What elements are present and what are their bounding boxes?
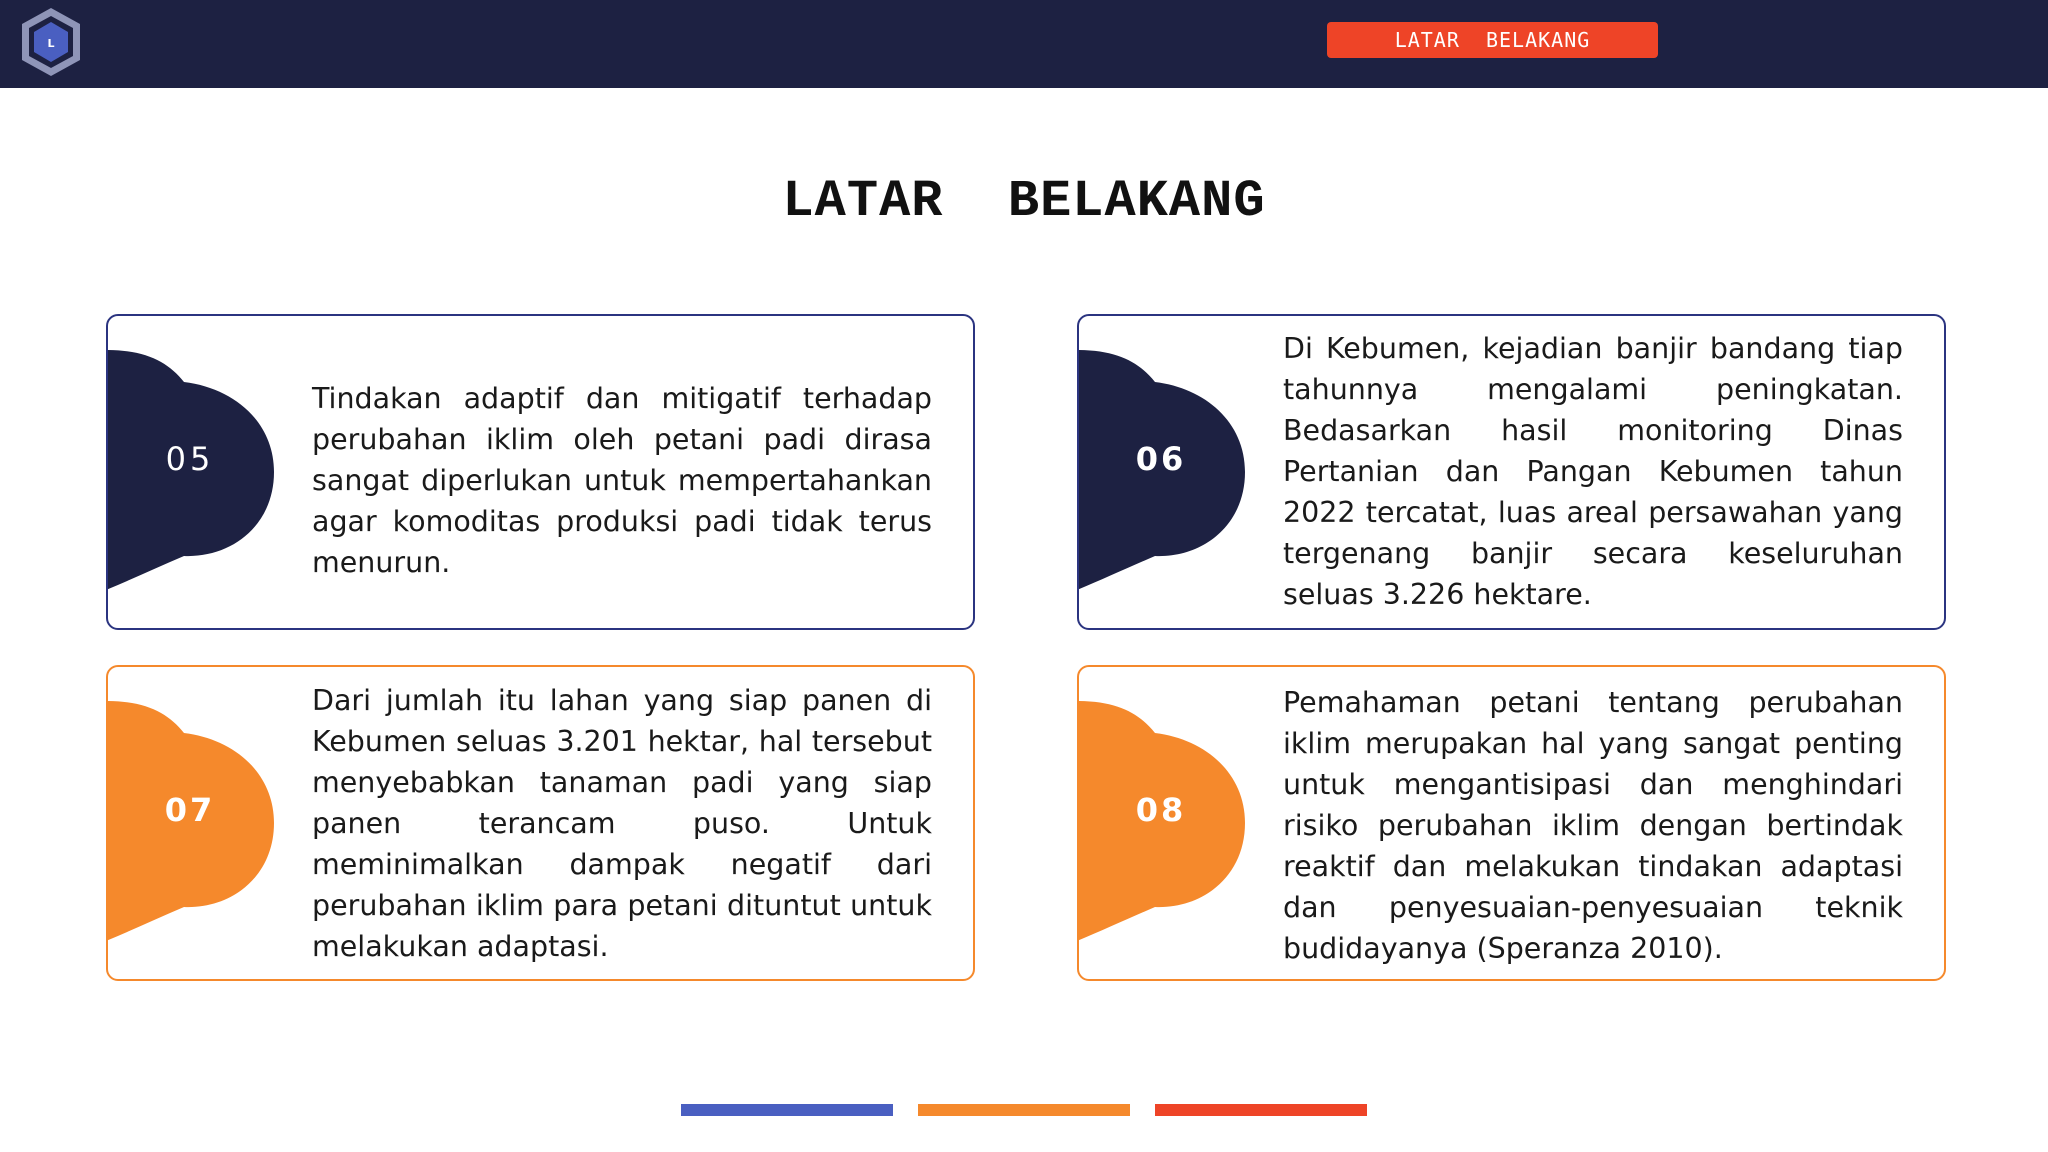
- card-number: 05: [165, 440, 215, 478]
- card-text: Di Kebumen, kejadian banjir bandang tiap tahunnya mengalami peningkatan. Bedasarkan hasil monitoring Dinas Pertanian dan Pangan Kebumen tahun 2022 tercatat, luas areal persawahan yang tergenang banjir secara keseluruhan seluas 3.226 hektare.: [1283, 332, 1903, 611]
- card-08: [1077, 665, 1946, 981]
- card-06: [1077, 314, 1946, 630]
- page-title: LATAR BELAKANG: [782, 172, 1266, 231]
- card-text: Pemahaman petani tentang perubahan iklim merupakan hal yang sangat penting untuk mengantisipasi dan menghindari risiko perubahan iklim dengan bertindak reaktif dan melakukan tindakan adaptasi dan penyesuaian-penyesuaian teknik budidayanya (Speranza 2010).: [1283, 686, 1903, 965]
- card-number: 06: [1135, 440, 1187, 478]
- card-text: Tindakan adaptif dan mitigatif terhadap perubahan iklim oleh petani padi dirasa sangat diperlukan untuk mempertahankan agar komoditas produksi padi tidak terus menurun.: [312, 382, 932, 579]
- logo-letter: L: [47, 37, 55, 50]
- card-05: [106, 314, 975, 630]
- orange-stripe: [918, 1104, 1130, 1116]
- card-text: Dari jumlah itu lahan yang siap panen di Kebumen seluas 3.201 hektar, hal tersebut menyebabkan tanaman padi yang siap panen terancam puso. Untuk meminimalkan dampak negatif dari perubahan iklim para petani dituntut untuk melakukan adaptasi.: [312, 684, 932, 963]
- card-number: 07: [164, 791, 216, 829]
- top-bar: [0, 0, 2048, 88]
- section-label-button[interactable]: LATAR BELAKANG: [1327, 22, 1658, 58]
- red-stripe: [1155, 1104, 1367, 1116]
- card-07: [106, 665, 975, 981]
- blue-stripe: [681, 1104, 893, 1116]
- card-number: 08: [1135, 791, 1187, 829]
- hexagon-logo-icon: [18, 6, 84, 78]
